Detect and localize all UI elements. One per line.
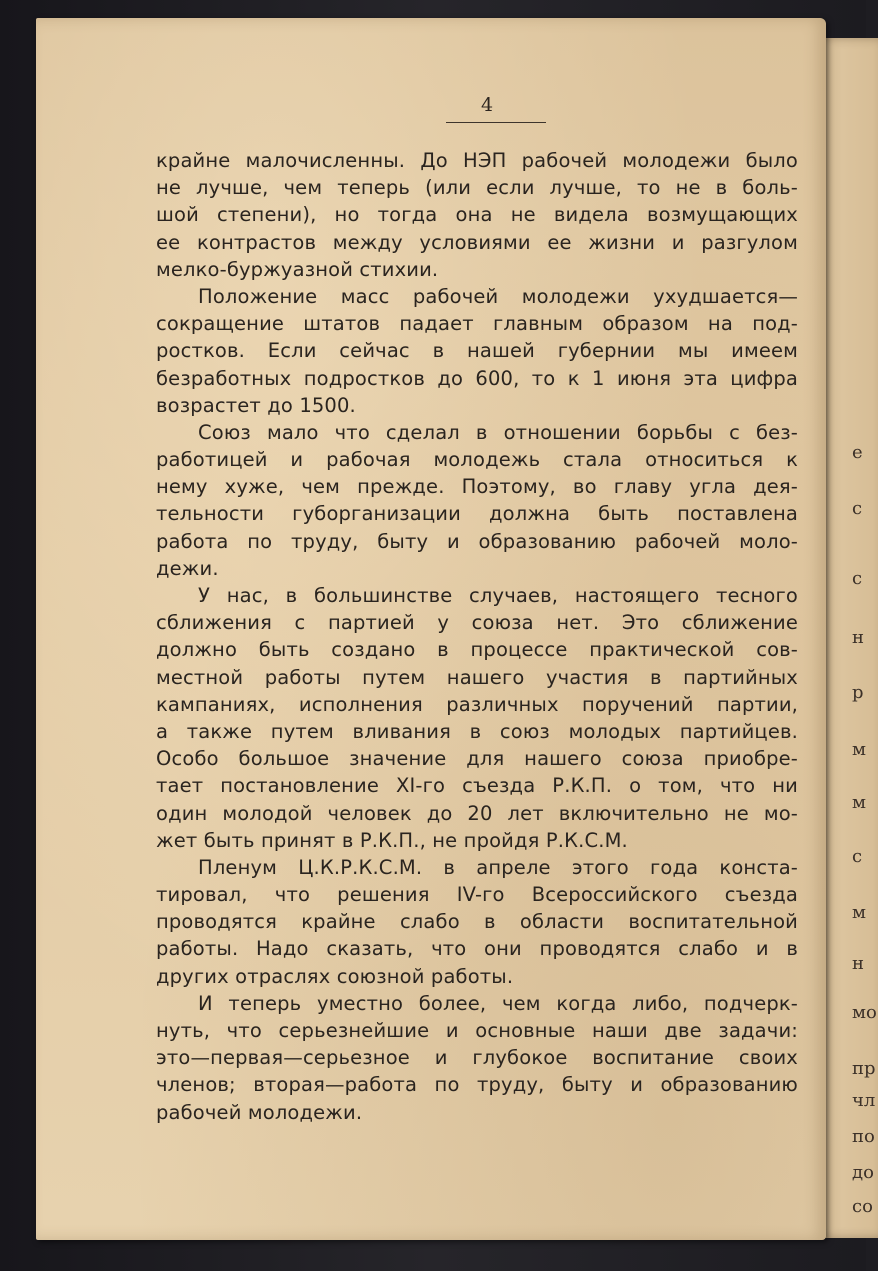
- text-line: мелко-буржуазной стихии.: [156, 257, 439, 281]
- text-line: ростков. Если сейчас в нашей губернии мы имеем: [156, 339, 798, 363]
- text-line: нуть, что серьезнейшие и основные наши две задачи:: [156, 1019, 798, 1042]
- next-page-fragment: м: [852, 739, 867, 760]
- text-line: жет быть принят в Р.К.П., не пройдя Р.К.С.М.: [156, 828, 628, 852]
- text-line: работа по труду, быту и образованию рабочей моло-: [156, 529, 798, 553]
- next-page-fragment: с: [852, 498, 863, 519]
- page-number: 4: [480, 94, 494, 116]
- next-page-fragment: с: [852, 568, 863, 589]
- text-line: работы. Надо сказать, что они проводятся слабо и в: [156, 937, 798, 961]
- text-line: тает постановление XI-го съезда Р.К.П. о том, что ни: [156, 774, 798, 798]
- text-line: Союз мало что сделал в отношении борьбы с без-: [198, 420, 798, 444]
- next-page-fragment: н: [852, 953, 864, 974]
- body-text: [156, 147, 798, 1126]
- text-line: проводятся крайне слабо в области воспитательной: [156, 910, 798, 934]
- next-page-fragment: мо: [852, 1002, 877, 1023]
- text-line: И теперь уместно более, чем когда либо, подчерк-: [198, 991, 798, 1015]
- book-page: [36, 18, 826, 1240]
- text-line: Особо большое значение для нашего союза приобре-: [156, 747, 798, 771]
- text-line: шой степени), но тогда она не видела возмущающих: [156, 203, 798, 227]
- text-line: сближения с партией у союза нет. Это сближение: [156, 611, 798, 635]
- next-page-fragment: по: [852, 1126, 875, 1147]
- text-line: работицей и рабочая молодежь стала относиться к: [156, 448, 798, 472]
- text-line: безработных подростков до 600, то к 1 июня эта цифра: [156, 366, 798, 390]
- next-page-fragment: м: [852, 792, 867, 813]
- text-line: членов; вторая—работа по труду, быту и образованию: [156, 1073, 798, 1097]
- text-line: тельности губорганизации должна быть поставлена: [156, 502, 798, 526]
- text-line: У нас, в большинстве случаев, настоящего тесного: [198, 584, 798, 607]
- text-line: должно быть создано в процессе практической сов-: [156, 638, 798, 662]
- text-line: местной работы путем нашего участия в партийных: [156, 665, 798, 689]
- text-line: Пленум Ц.К.Р.К.С.М. в апреле этого года конста-: [198, 855, 798, 879]
- paragraph: [156, 283, 798, 419]
- page-number-rule: [446, 122, 546, 123]
- text-line: а также путем вливания в союз молодых партийцев.: [156, 719, 798, 743]
- next-page-fragment: чл: [852, 1090, 876, 1111]
- text-line: не лучше, чем теперь (или если лучше, то не в боль-: [156, 176, 798, 200]
- next-page-fragment: е: [852, 442, 863, 463]
- text-line: рабочей молодежи.: [156, 1100, 363, 1124]
- paragraph: [156, 582, 798, 854]
- text-line: крайне малочисленны. До НЭП рабочей молодежи было: [156, 149, 798, 172]
- paragraph: [156, 854, 798, 990]
- next-page-fragment: пр: [852, 1058, 876, 1079]
- paragraph: [156, 990, 798, 1126]
- next-page-edge: [818, 38, 878, 1238]
- next-page-fragment: м: [852, 902, 867, 923]
- text-line: сокращение штатов падает главным образом на под-: [156, 312, 798, 336]
- next-page-fragment: с: [852, 846, 863, 867]
- text-line: тировал, что решения IV-го Всероссийского съезда: [156, 883, 798, 907]
- text-line: кампаниях, исполнения различных поручений партии,: [156, 692, 798, 716]
- text-line: ее контрастов между условиями ее жизни и разгулом: [156, 230, 798, 254]
- text-line: дежи.: [156, 556, 219, 580]
- text-line: нему хуже, чем прежде. Поэтому, во главу угла дея-: [156, 475, 798, 499]
- next-page-fragment: со: [852, 1196, 873, 1217]
- text-line: возрастет до 1500.: [156, 393, 356, 417]
- next-page-fragment: р: [852, 682, 864, 703]
- next-page-fragment: н: [852, 627, 864, 648]
- text-line: Положение масс рабочей молодежи ухудшается—: [198, 284, 798, 308]
- text-line: один молодой человек до 20 лет включительно не мо-: [156, 801, 798, 825]
- paragraph: [156, 147, 798, 283]
- text-line: это—первая—серьезное и глубокое воспитание своих: [156, 1046, 798, 1070]
- text-line: других отраслях союзной работы.: [156, 964, 514, 988]
- next-page-fragment: до: [852, 1162, 874, 1183]
- paragraph: [156, 419, 798, 582]
